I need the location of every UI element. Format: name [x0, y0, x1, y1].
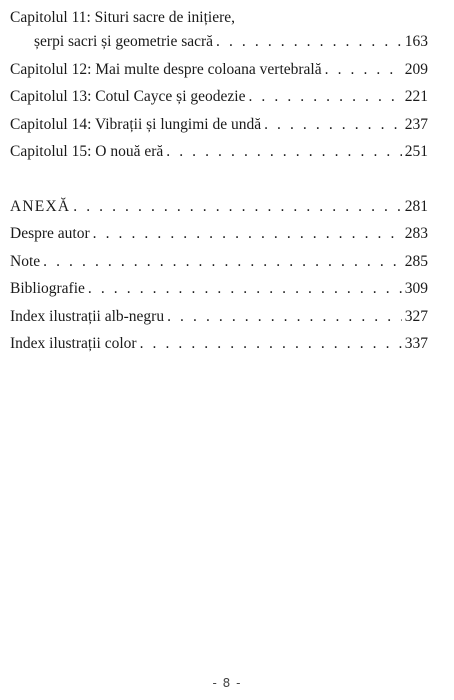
- toc-entry-page: 163: [404, 33, 428, 50]
- toc-entry-chapter-14: [10, 113, 428, 137]
- dot-leader: [93, 222, 402, 246]
- toc-entry-page: 283: [404, 225, 428, 242]
- dot-leader: [88, 277, 402, 301]
- toc-entry-title: Bibliografie: [10, 280, 85, 297]
- toc-entry-note: [10, 250, 428, 274]
- dot-leader: [325, 58, 402, 82]
- toc-entry-page: 251: [404, 143, 428, 160]
- toc-entry-title: Note: [10, 252, 41, 270]
- toc-entry-title: Capitolul 13: Cotul Cayce și geodezie: [10, 88, 246, 105]
- toc-entry-page: 221: [404, 88, 428, 105]
- toc-entry-page: 309: [404, 280, 428, 297]
- toc-entry-chapter-13: [10, 85, 428, 109]
- toc-entry-title: Capitolul 12: Mai multe despre coloana vertebrală: [10, 60, 322, 78]
- toc-entry-chapter-11: [10, 30, 428, 54]
- toc-entry-title: Index ilustrații color: [10, 335, 137, 352]
- table-of-contents: [10, 6, 428, 360]
- toc-entry-chapter-12: [10, 58, 428, 82]
- toc-entry-page: 281: [404, 197, 428, 215]
- toc-entry-page: 237: [404, 115, 428, 133]
- toc-entry-index-alb-negru: [10, 305, 428, 329]
- toc-entry-title: Index ilustrații alb-negru: [10, 307, 165, 325]
- dot-leader: [248, 85, 401, 109]
- toc-entry-title: Capitolul 15: O nouă eră: [10, 143, 164, 160]
- toc-entry-page: 327: [404, 307, 428, 325]
- toc-entry-page: 285: [404, 252, 428, 270]
- page-number: - 8 -: [212, 676, 242, 690]
- dot-leader: [167, 305, 402, 329]
- toc-entry-despre-autor: [10, 222, 428, 246]
- toc-entry-index-color: [10, 332, 428, 356]
- dot-leader: [43, 250, 402, 274]
- dot-leader: [264, 113, 402, 137]
- toc-entry-bibliografie: [10, 277, 428, 301]
- dot-leader: [216, 30, 402, 54]
- dot-leader: [140, 332, 402, 356]
- toc-entry-title: ANEXĂ: [10, 197, 71, 215]
- toc-entry-anexa: [10, 195, 428, 219]
- toc-entry-page: 337: [404, 335, 428, 352]
- toc-entry-chapter-15: [10, 140, 428, 164]
- section-gap: [10, 168, 428, 195]
- toc-entry-title: șerpi sacri și geometrie sacră: [34, 33, 214, 50]
- toc-entry-chapter-11-title: Capitolul 11: Situri sacre de inițiere,: [10, 9, 235, 26]
- toc-entry-title: Despre autor: [10, 225, 90, 242]
- dot-leader: [73, 195, 402, 219]
- dot-leader: [166, 140, 402, 164]
- toc-entry-page: 209: [404, 60, 428, 78]
- toc-entry-title: Capitolul 14: Vibrații și lungimi de undă: [10, 115, 262, 133]
